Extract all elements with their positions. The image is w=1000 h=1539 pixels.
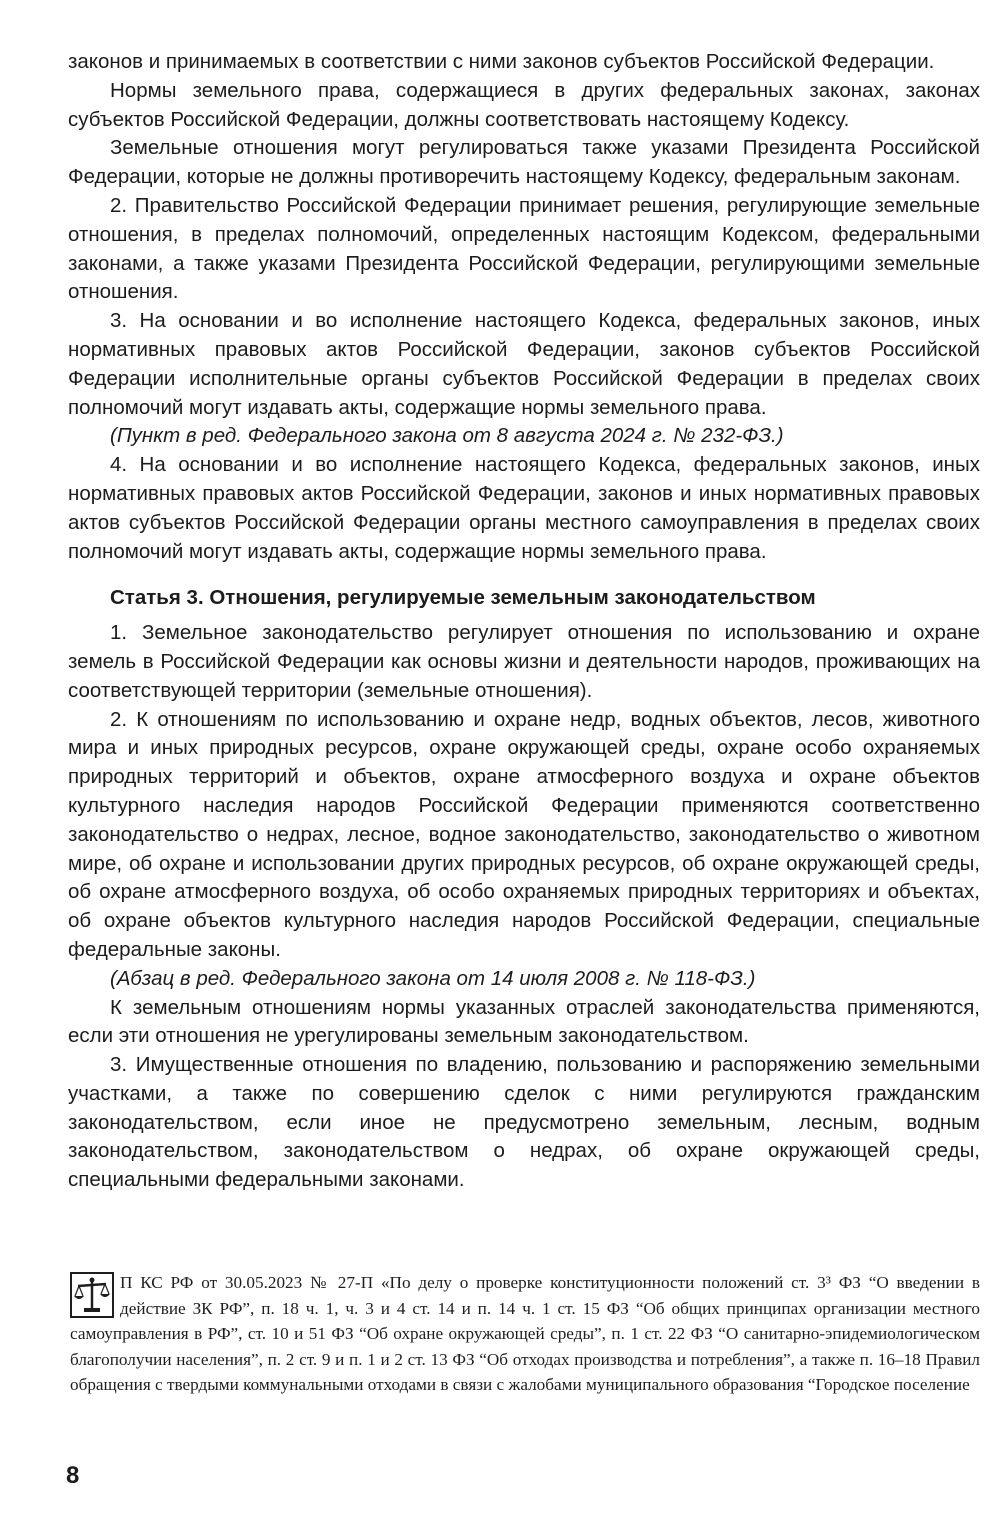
article-3-heading: Статья 3. Отношения, регулируемые земельным законодательством — [110, 586, 816, 610]
page-number: 8 — [66, 1462, 80, 1489]
paragraph-continuation: законов и принимаемых в соответствии с ними законов субъектов Российской Федерации. — [68, 50, 935, 73]
court-ruling-note — [70, 1270, 980, 1398]
paragraph-norms: Нормы земельного права, содержащиеся в других федеральных законах, законах субъектов Российской Федерации, должны соответствовать настоящему Кодексу. — [68, 78, 980, 131]
amendment-note-2024: (Пункт в ред. Федерального закона от 8 августа 2024 г. № 232-ФЗ.) — [110, 424, 784, 448]
paragraph-item-4: 4. На основании и во исполнение настоящего Кодекса, федеральных законов, иных нормативных правовых актов Российской Федерации, законов и иных нормативных правовых актов субъектов Российской Федерации органы местного самоуправления в пределах своих полномочий могут издавать акты, содержащие нормы земельного права. — [68, 453, 980, 563]
article-3-item-2: 2. К отношениям по использованию и охране недр, водных объектов, лесов, животного мира и иных природных ресурсов, охране окружающей среды, охране особо охраняемых природных территорий и объектов, охране атмосферного воздуха и охране объектов культурного наследия народов Российской Федерации применяются соответственно законодательство о недрах, лесное, водное законодательство, законодательство о животном мире, об охране и использовании других природных ресурсов, об охране окружающей среды, об охране атмосферного воздуха, об особо охраняемых природных территориях и объектах, об охране объектов культурного наследия народов Российской Федерации, специальные федеральные законы. — [68, 707, 980, 961]
article-3-item-1: 1. Земельное законодательство регулирует отношения по использованию и охране земель в Российской Федерации как основы жизни и деятельности народов, проживающих на соответствующей территории (земельные отношения). — [68, 621, 980, 702]
article-3-applicability: К земельным отношениям нормы указанных отраслей законодательства применяются, если эти отношения не урегулированы земельным законодательством. — [68, 995, 980, 1048]
page-body — [68, 48, 980, 1195]
court-ruling-text: П КС РФ от 30.05.2023 № 27-П «По делу о проверке конституционности положений ст. 3³ ФЗ “О введении в действие ЗК РФ”, п. 18 ч. 1, ч. 3 и 4 ст. 14 и п. 14 ч. 1 ст. 15 ФЗ “Об общих принципах организации местного самоуправления в РФ”, ст. 10 и 51 ФЗ “Об охране окружающей среды”, п. 1 ст. 22 ФЗ “О санитарно-эпидемиологическом благополучии населения”, п. 2 ст. 9 и п. 1 и 2 ст. 13 ФЗ “Об отходах производства и потребления”, а также п. 16–18 Правил обращения с твердыми коммунальными отходами в связи с жалобами муниципального образования “Городское поселение — [70, 1273, 980, 1395]
paragraph-item-3: 3. На основании и во исполнение настоящего Кодекса, федеральных законов, иных нормативных правовых актов Российской Федерации, законов субъектов Российской Федерации исполнительные органы субъектов Российской Федерации в пределах своих полномочий могут издавать акты, содержащие нормы земельного права. — [68, 309, 980, 419]
article-3-item-3: 3. Имущественные отношения по владению, пользованию и распоряжению земельными участками, а также по совершению сделок с ними регулируются гражданским законодательством, если иное не предусмотрено земельным, лесным, водным законодательством, законодательством о недрах, об охране окружающей среды, специальными федеральными законами. — [68, 1053, 980, 1192]
paragraph-decrees: Земельные отношения могут регулироваться также указами Президента Российской Федерации, которые не должны противоречить настоящему Кодексу, федеральным законам. — [68, 136, 980, 189]
amendment-note-2008: (Абзац в ред. Федерального закона от 14 июля 2008 г. № 118-ФЗ.) — [110, 966, 756, 990]
paragraph-item-2: 2. Правительство Российской Федерации принимает решения, регулирующие земельные отношения, в пределах полномочий, определенных настоящим Кодексом, федеральными законами, а также указами Президента Российской Федерации, регулирующими земельные отношения. — [68, 193, 980, 304]
scales-of-justice-icon — [70, 1272, 114, 1318]
